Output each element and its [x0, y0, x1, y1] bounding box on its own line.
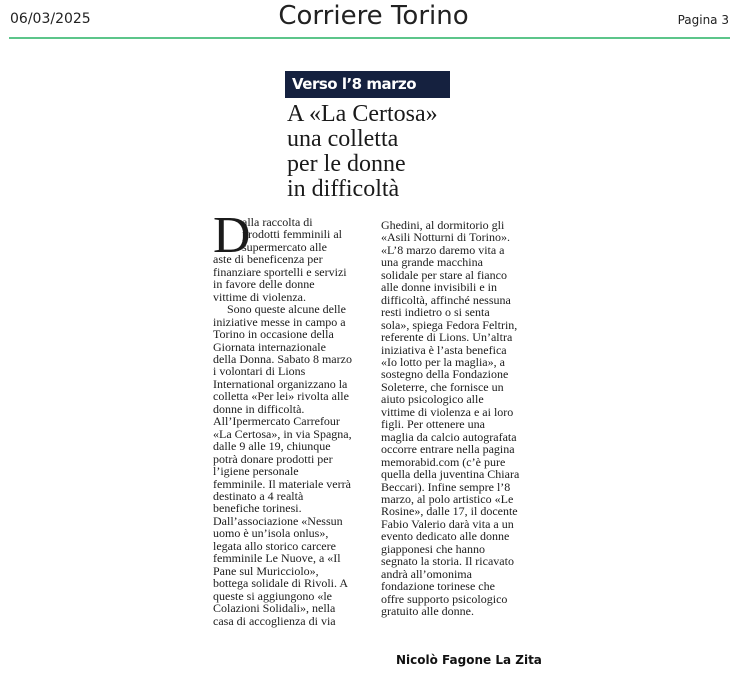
- article-text-line: uomo è un’isola onlus»,: [213, 526, 329, 541]
- article-text-line: donne in difficoltà.: [213, 401, 305, 416]
- article-text-line: iniziative messe in campo a: [213, 314, 346, 329]
- article-text-line: figli. Per ottenere una: [381, 417, 485, 432]
- article-text-line: alla raccolta di: [242, 215, 313, 229]
- article-text-line: Pane sul Muricciolo»,: [213, 563, 319, 578]
- article-text-line: alle donne invisibili e in: [381, 280, 497, 295]
- article-text-line: destinato a 4 realtà: [213, 488, 304, 503]
- article-text-line: «Asili Notturni di Torino».: [381, 230, 510, 245]
- article-text-line: All’Ipermercato Carrefour: [213, 414, 340, 429]
- article-text-line: in favore delle donne: [213, 277, 315, 292]
- article-text-line: della Donna. Sabato 8 marzo: [213, 351, 352, 366]
- article-text-line: Dall’associazione «Nessun: [213, 513, 343, 528]
- article-text-line: Torino in occasione della: [213, 327, 334, 342]
- article-text-line: solidale per stare al fianco: [381, 267, 507, 282]
- article-text-line: quella della juventina Chiara: [381, 467, 520, 482]
- newspaper-title: Corriere Torino: [278, 1, 469, 31]
- article-text-line: offre supporto psicologico: [381, 591, 508, 606]
- article-text-line: Colazioni Solidali», nella: [213, 601, 336, 616]
- article-text-line: andrà all’omonima: [381, 566, 472, 581]
- article-column-left: [213, 216, 375, 627]
- article-text-line: «L’8 marzo daremo vita a: [381, 242, 505, 257]
- article-text-line: Sono queste alcune delle: [227, 302, 346, 317]
- article-text-line: sola», spiega Fedora Feltrin,: [381, 317, 518, 332]
- article-text-line: femminile Le Nuove, a «Il: [213, 551, 341, 566]
- article-text-line: difficoltà, affinché nessuna: [381, 292, 511, 307]
- article-text-line: dalle 9 alle 19, chiunque: [213, 439, 331, 454]
- article-text-line: i volontari di Lions: [213, 364, 306, 379]
- page-header: [0, 0, 747, 38]
- article-text-line: segnato la storia. Il ricavato: [381, 554, 514, 569]
- article-text-line: vittime di violenza.: [213, 289, 306, 304]
- article-text-line: evento dedicato alle donne: [381, 529, 510, 544]
- article-text-line: iniziativa è l’asta benefica: [381, 342, 507, 357]
- article-text-line: Beccari). Infine sempre l’8: [381, 479, 511, 494]
- headline-line: in difficoltà: [287, 176, 400, 202]
- article-text-line: finanziare sportelli e servizi: [213, 264, 347, 279]
- article-column-right: [381, 219, 541, 618]
- article-text-line: potrà donare prodotti per: [213, 451, 333, 466]
- headline-line: per le donne: [287, 151, 406, 177]
- article-text-line: Ghedini, al dormitorio gli: [381, 218, 505, 232]
- article-byline: Nicolò Fagone La Zita: [396, 653, 542, 667]
- article-kicker: Verso l’8 marzo: [285, 71, 450, 98]
- article-text-line: gratuito alle donne.: [381, 604, 474, 619]
- article-text-line: occorre entrare nella pagina: [381, 442, 515, 457]
- header-divider: [9, 37, 730, 39]
- article-text-line: memorabid.com (c’è pure: [381, 454, 506, 469]
- article-text-line: queste si aggiungono «le: [213, 588, 332, 603]
- article-text-line: aiuto psicologico alle: [381, 392, 484, 407]
- article-text-line: referente di Lions. Un’altra: [381, 330, 513, 345]
- article-text-line: l’igiene personale: [213, 464, 299, 479]
- article-text-line: Rosine», dalle 17, il docente: [381, 504, 518, 519]
- article-text-line: «La Certosa», in via Spagna,: [213, 426, 352, 441]
- article-text-line: supermercato alle: [242, 239, 327, 254]
- article-text-line: Fabio Valerio darà vita a un: [381, 516, 514, 531]
- drop-cap: D: [213, 207, 251, 264]
- article-text-line: casa di accoglienza di via: [213, 613, 336, 628]
- article-text-line: «Io lotto per la maglia», a: [381, 354, 505, 369]
- article-text-line: giapponesi che hanno: [381, 541, 485, 556]
- article-text-line: International organizzano la: [213, 376, 348, 391]
- article-text-line: prodotti femminili al: [242, 227, 342, 242]
- article-text-line: Giornata internazionale: [213, 339, 326, 354]
- article-text-line: maglia da calcio autografata: [381, 429, 517, 444]
- article-text-line: femminile. Il materiale verrà: [213, 476, 351, 491]
- article-text-line: marzo, al polo artistico «Le: [381, 491, 514, 506]
- article-text-line: colletta «Per lei» rivolta alle: [213, 389, 349, 404]
- article-text-line: benefiche torinesi.: [213, 501, 302, 516]
- article-text-line: Soleterre, che fornisce un: [381, 379, 504, 394]
- publication-date: 06/03/2025: [10, 11, 91, 27]
- headline-line: una colletta: [287, 126, 399, 152]
- article-text-line: legata allo storico carcere: [213, 538, 336, 553]
- headline-line: A «La Certosa»: [287, 101, 438, 127]
- article-text-line: aste di beneficenza per: [213, 252, 323, 267]
- article-text-line: resti indietro o si senta: [381, 305, 490, 320]
- article-text-line: bottega solidale di Rivoli. A: [213, 576, 348, 591]
- article-text-line: vittime di violenza e ai loro: [381, 404, 514, 419]
- page-number: Pagina 3: [677, 13, 729, 27]
- article-text-line: fondazione torinese che: [381, 579, 495, 594]
- article-text-line: sostegno della Fondazione: [381, 367, 509, 382]
- article-text-line: una grande macchina: [381, 255, 483, 270]
- article-headline: [287, 102, 487, 202]
